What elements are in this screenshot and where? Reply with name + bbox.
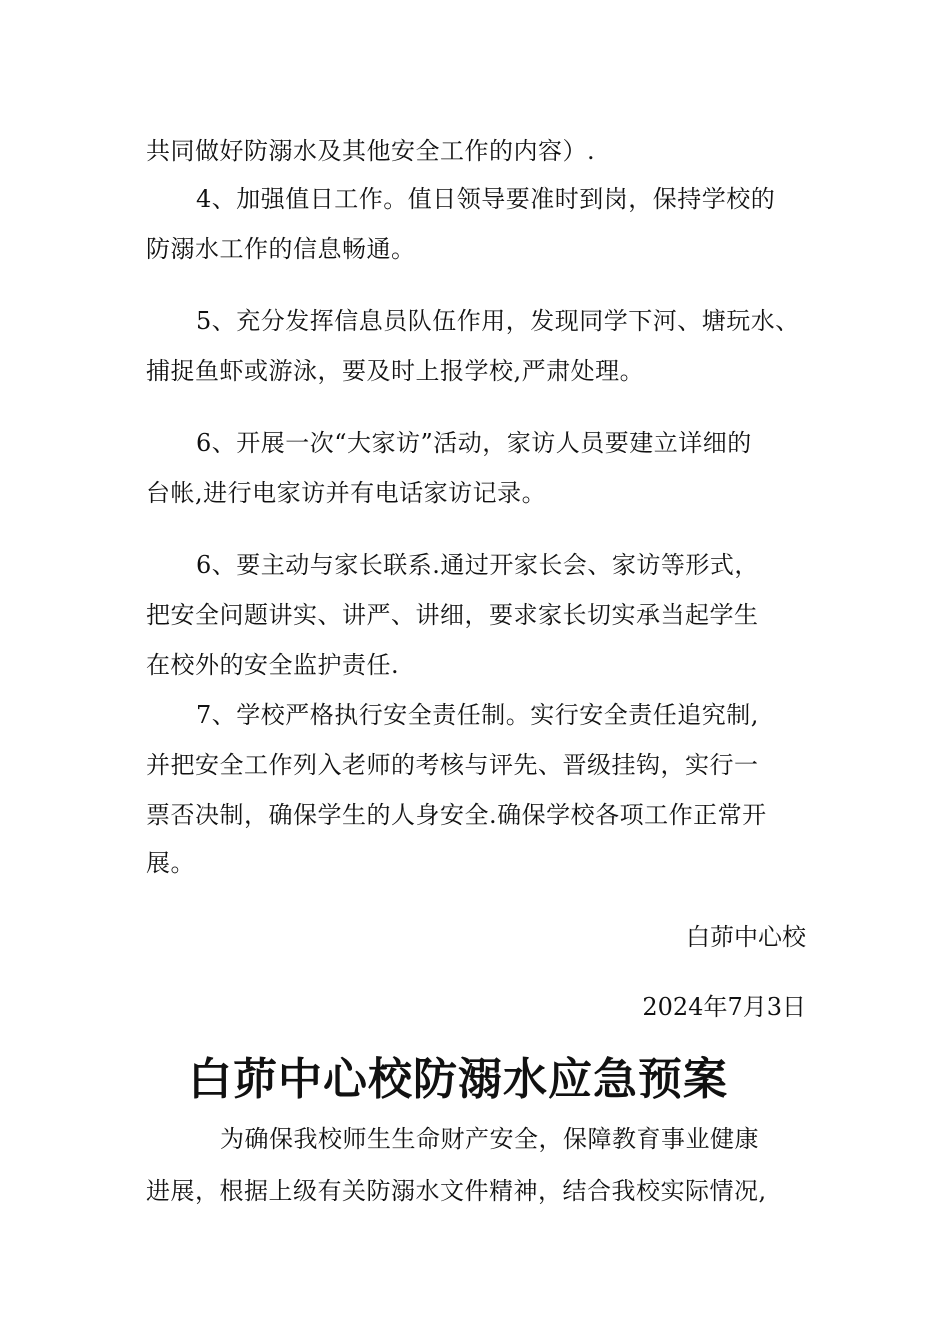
item-5-line-2: 捕捉鱼虾或游泳，要及时上报学校,严肃处理。 bbox=[146, 357, 645, 385]
intro-line-2: 进展，根据上级有关防溺水文件精神，结合我校实际情况, bbox=[146, 1177, 767, 1205]
item-4-line-2: 防溺水工作的信息畅通。 bbox=[146, 235, 416, 263]
item-6a-line-1: 6、开展一次“大家访”活动，家访人员要建立详细的 bbox=[196, 429, 752, 457]
date: 2024年7月3日 bbox=[642, 993, 806, 1021]
item-7-line-2: 并把安全工作列入老师的考核与评先、晋级挂钩，实行一 bbox=[146, 751, 759, 779]
section-title: 白茆中心校防溺水应急预案 bbox=[188, 1054, 728, 1105]
continuation-line: 共同做好防溺水及其他安全工作的内容）. bbox=[146, 137, 596, 165]
item-6b-line-2: 把安全问题讲实、讲严、讲细，要求家长切实承当起学生 bbox=[146, 601, 759, 629]
intro-line-1: 为确保我校师生生命财产安全，保障教育事业健康 bbox=[220, 1125, 759, 1153]
item-7-line-4: 展。 bbox=[146, 849, 195, 877]
item-5-line-1: 5、充分发挥信息员队伍作用，发现同学下河、塘玩水、 bbox=[196, 307, 800, 335]
item-4-line-1: 4、加强值日工作。值日领导要准时到岗，保持学校的 bbox=[196, 185, 776, 213]
item-7-line-3: 票否决制，确保学生的人身安全.确保学校各项工作正常开 bbox=[146, 801, 767, 829]
item-6a-line-2: 台帐,进行电家访并有电话家访记录。 bbox=[146, 479, 547, 507]
item-6b-line-1: 6、要主动与家长联系.通过开家长会、家访等形式， bbox=[196, 551, 759, 579]
item-7-line-1: 7、学校严格执行安全责任制。实行安全责任追究制, bbox=[196, 701, 759, 729]
signature: 白茆中心校 bbox=[686, 923, 806, 951]
item-6b-line-3: 在校外的安全监护责任. bbox=[146, 651, 400, 679]
